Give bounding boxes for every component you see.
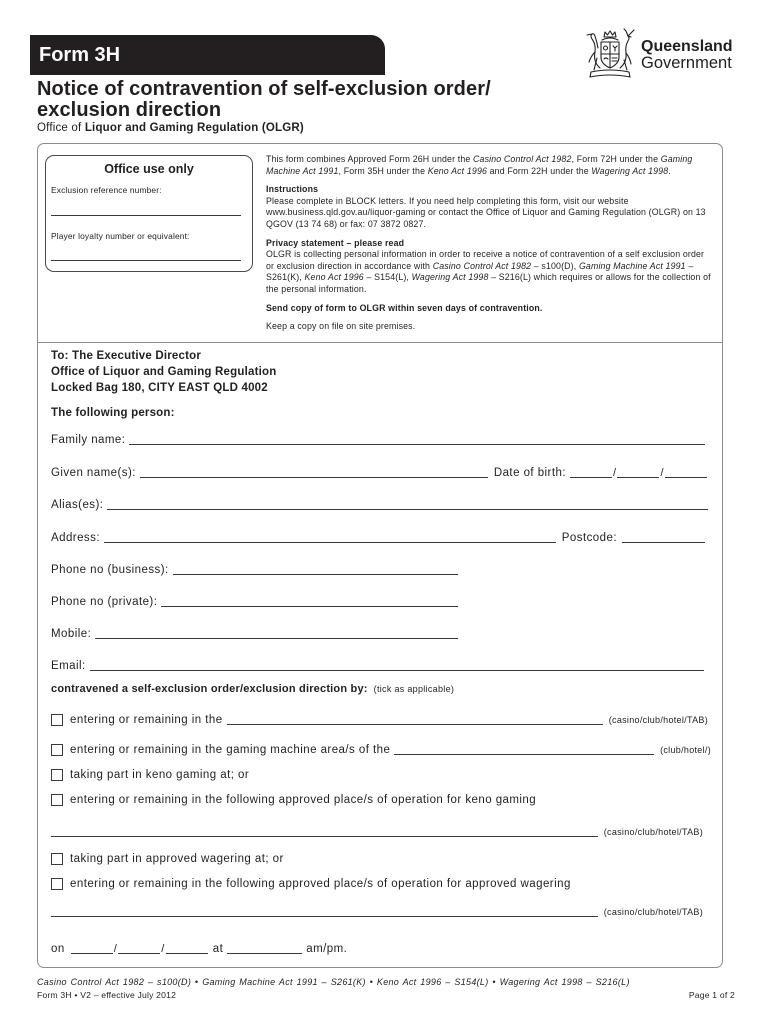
option-label: taking part in keno gaming at; or — [70, 769, 250, 781]
am-pm-label: am/pm. — [306, 943, 348, 955]
recipient-address — [51, 348, 276, 396]
family-name-row — [51, 433, 705, 447]
aliases-field[interactable] — [107, 509, 708, 510]
footer-version: Form 3H • V2 – effective July 2012 — [37, 990, 177, 1000]
email-label: Email: — [51, 660, 86, 672]
dob-year-field[interactable] — [665, 477, 707, 478]
player-loyalty-field[interactable] — [51, 260, 241, 261]
act-title: Wagering Act 1998 — [411, 272, 489, 283]
date-of-birth-label: Date of birth: — [493, 467, 566, 479]
venue-hint: (casino/club/hotel/TAB) — [608, 715, 708, 725]
contravention-month-field[interactable] — [118, 953, 160, 954]
venue-field[interactable] — [227, 724, 603, 725]
form-title-line-1: Notice of contravention of self-exclusion order/ — [37, 78, 491, 100]
venue-hint: (casino/club/hotel/TAB) — [603, 907, 703, 917]
wagering-venue-field[interactable] — [51, 916, 598, 917]
contravention-year-field[interactable] — [166, 953, 208, 954]
date-separator: / — [161, 943, 165, 955]
at-label: at — [212, 943, 224, 955]
keno-gaming-checkbox[interactable] — [51, 769, 63, 781]
venue-checkbox[interactable] — [51, 714, 63, 726]
option-label: entering or remaining in the following approved place/s of operation for approved wagering — [70, 878, 571, 890]
office-use-heading: Office use only — [104, 162, 194, 176]
contravention-heading-row — [51, 682, 454, 696]
mobile-row — [51, 627, 458, 641]
option-label: taking part in approved wagering at; or — [70, 853, 284, 865]
option-keno-place-row — [51, 793, 536, 807]
venue-hint: (casino/club/hotel/TAB) — [603, 827, 703, 837]
dob-day-field[interactable] — [570, 477, 612, 478]
privacy-text — [266, 249, 714, 295]
section-divider — [37, 342, 723, 343]
contravention-time-field[interactable] — [227, 953, 302, 954]
text-segment: , Form 72H under the — [571, 154, 661, 164]
exclusion-reference-label: Exclusion reference number: — [51, 185, 162, 195]
person-heading: The following person: — [51, 407, 175, 419]
email-field[interactable] — [90, 670, 704, 671]
address-row — [51, 531, 705, 545]
aliases-row — [51, 498, 708, 512]
date-time-row — [51, 942, 347, 956]
family-name-label: Family name: — [51, 434, 126, 446]
option-wagering-place-row — [51, 877, 571, 891]
option-keno-gaming-row — [51, 768, 249, 782]
recipient-postal-address: Locked Bag 180, CITY EAST QLD 4002 — [51, 382, 268, 394]
act-title: Gaming Machine Act 1991 — [578, 260, 686, 271]
aliases-label: Alias(es): — [51, 499, 104, 511]
on-label: on — [51, 943, 65, 955]
act-title: Gaming Machine Act 1991 — [266, 154, 693, 176]
tick-hint: (tick as applicable) — [373, 684, 455, 694]
queensland-government-logo — [583, 28, 738, 80]
phone-business-field[interactable] — [173, 574, 458, 575]
form-information — [266, 154, 714, 340]
player-loyalty-label: Player loyalty number or equivalent: — [51, 231, 190, 241]
text-segment: – S261(K), — [266, 260, 694, 283]
option-gaming-machine-row — [51, 743, 711, 757]
logo-text-government: Government — [641, 54, 732, 72]
subtitle-agency: Liquor and Gaming Regulation (OLGR) — [84, 122, 304, 134]
send-copy-note: Send copy of form to OLGR within seven days of contravention. — [266, 302, 543, 313]
contravention-day-field[interactable] — [71, 953, 113, 954]
family-name-field[interactable] — [129, 444, 705, 445]
form-number-tab — [30, 35, 385, 75]
phone-private-row — [51, 595, 458, 609]
text-segment: – S154(L), — [363, 272, 412, 283]
agency-subtitle — [37, 121, 304, 135]
address-field[interactable] — [104, 542, 556, 543]
text-segment: This form combines Approved Form 26H under the — [266, 154, 474, 164]
date-separator: / — [612, 467, 617, 479]
logo-text-queensland: Queensland — [641, 38, 733, 55]
page-number: Page 1 of 2 — [688, 990, 735, 1000]
form-title-line-2: exclusion direction — [37, 99, 222, 121]
venue-hint: (club/hotel/) — [660, 745, 711, 755]
queensland-coat-of-arms-icon — [583, 28, 637, 80]
gaming-machine-venue-field[interactable] — [394, 754, 654, 755]
act-title: Wagering Act 1998 — [591, 165, 669, 176]
instructions-text: Please complete in BLOCK letters. If you need help completing this form, visit our website www.business.qld.gov.au/liquor-gaming or contact the Office of Liquor and Gaming Regulation (OLGR) on 13 QGOV (13 74 68) or fax: 07 3872 0827. — [266, 195, 706, 229]
option-label: entering or remaining in the gaming machine area/s of the — [70, 744, 391, 756]
office-use-box — [45, 155, 253, 272]
approved-wagering-checkbox[interactable] — [51, 853, 63, 865]
date-separator: / — [660, 467, 664, 479]
privacy-heading: Privacy statement – please read — [266, 237, 405, 248]
text-segment: OLGR is collecting personal information in order to receive a notice of contravention of a self exclusion order or exclusion direction in accordance with — [266, 249, 705, 271]
given-names-label: Given name(s): — [51, 467, 136, 479]
phone-business-label: Phone no (business): — [51, 564, 169, 576]
keno-place-checkbox[interactable] — [51, 794, 63, 806]
act-title: Casino Control Act 1982 — [473, 154, 572, 164]
wagering-place-checkbox[interactable] — [51, 878, 63, 890]
phone-business-row — [51, 563, 458, 577]
text-segment: and Form 22H under the — [487, 165, 592, 176]
act-title: Keno Act 1996 — [427, 165, 488, 176]
option-venue-row — [51, 713, 708, 727]
subtitle-prefix: Office of — [37, 122, 82, 134]
footer-acts: Casino Control Act 1982 – s100(D) • Gaming Machine Act 1991 – S261(K) • Keno Act 1996 – S154(L) • Wagering Act 1998 – S216(L) — [37, 977, 630, 987]
text-segment: – S216(L) which requires or allows for the collection of the personal information. — [266, 272, 711, 294]
postcode-field[interactable] — [622, 542, 705, 543]
email-row — [51, 659, 704, 673]
instructions-heading: Instructions — [266, 184, 319, 195]
form-number: Form 3H — [39, 44, 121, 66]
dob-month-field[interactable] — [617, 477, 659, 478]
mobile-field[interactable] — [95, 638, 458, 639]
option-wagering-row — [51, 852, 284, 866]
keno-venue-row — [51, 825, 703, 839]
keep-copy-note: Keep a copy on file on site premises. — [266, 321, 416, 332]
mobile-label: Mobile: — [51, 628, 92, 640]
postcode-label: Postcode: — [561, 532, 617, 544]
act-title: Keno Act 1996 — [304, 272, 364, 283]
wagering-venue-row — [51, 905, 703, 919]
date-separator: / — [113, 943, 118, 955]
recipient-office: Office of Liquor and Gaming Regulation — [51, 366, 277, 378]
given-names-row — [51, 466, 707, 480]
address-label: Address: — [51, 532, 100, 544]
text-segment: – s100(D), — [531, 260, 579, 271]
text-segment: . — [668, 165, 671, 176]
contravention-heading: contravened a self-exclusion order/exclusion direction by: — [51, 683, 368, 695]
exclusion-reference-field[interactable] — [51, 215, 241, 216]
act-title: Casino Control Act 1982 — [432, 260, 532, 271]
phone-private-label: Phone no (private): — [51, 596, 158, 608]
option-label: entering or remaining in the following approved place/s of operation for keno gaming — [70, 794, 537, 806]
recipient-to: To: The Executive Director — [51, 350, 202, 362]
given-names-field[interactable] — [140, 477, 488, 478]
text-segment: , Form 35H under the — [338, 165, 428, 176]
option-label: entering or remaining in the — [70, 714, 223, 726]
phone-private-field[interactable] — [161, 606, 458, 607]
gaming-machine-area-checkbox[interactable] — [51, 744, 63, 756]
keno-venue-field[interactable] — [51, 836, 598, 837]
form-title — [37, 79, 491, 121]
form-intro-text — [266, 154, 714, 177]
